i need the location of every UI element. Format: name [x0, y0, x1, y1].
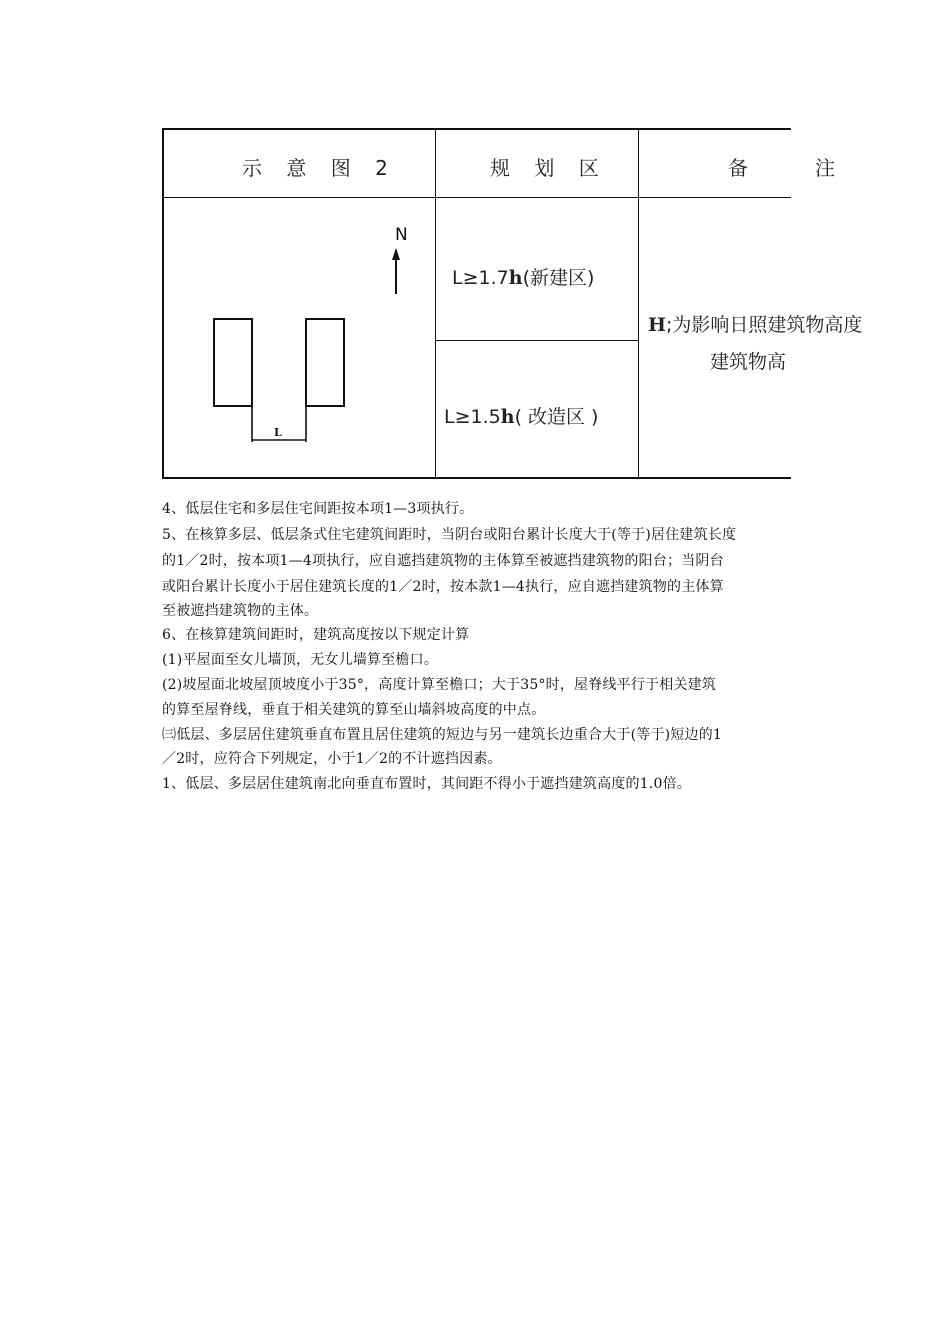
remark-line-2: 建筑物高 — [710, 351, 787, 373]
table-col-divider-2 — [638, 128, 639, 479]
paragraph-line: (1)平屋面至女儿墙顶，无女儿墙算至檐口。 — [162, 652, 439, 668]
building-left — [214, 319, 252, 406]
paragraph-line: 或阳台累计长度小于居住建筑长度的1／2时，按本款1—4执行，应自遮挡建筑物的主体算 — [162, 579, 724, 595]
building-layout-diagram — [162, 198, 435, 480]
header-planning-area: 规 划 区 — [490, 156, 608, 180]
header-remarks: 备 注 — [728, 156, 844, 180]
rule-reno-formula: L≥1.5 — [444, 406, 501, 428]
remark-var: H — [648, 314, 666, 336]
rule-new-formula: L≥1.7 — [452, 267, 509, 289]
distance-label: L — [274, 426, 282, 439]
table-row-divider — [435, 340, 639, 341]
header-diagram: 示 意 图 2 — [242, 156, 397, 180]
remark-text-1: ;为影响日照建筑物高度 — [665, 314, 863, 336]
paragraph-line: ㈢低层、多层居住建筑垂直布置且居住建筑的短边与另一建筑长边重合大于(等于)短边的1 — [162, 727, 723, 743]
paragraph-line: 的算至屋脊线，垂直于相关建筑的算至山墙斜坡高度的中点。 — [162, 702, 546, 718]
paragraph-line: (2)坡屋面北坡屋顶坡度小于35°，高度计算至檐口；大于35°时，屋脊线平行于相关建筑 — [162, 677, 717, 693]
rule-new-area — [452, 263, 594, 290]
rule-renovation-area — [444, 402, 598, 429]
paragraph-line: 5、在核算多层、低层条式住宅建筑间距时，当阴台或阳台累计长度大于(等于)居住建筑长度 — [162, 527, 737, 543]
paragraph-line: 1、低层、多层居住建筑南北向垂直布置时，其间距不得小于遮挡建筑高度的1.0倍。 — [162, 776, 691, 792]
building-right — [306, 319, 344, 406]
spacing-table — [162, 128, 863, 480]
paragraph-line: 4、低层住宅和多层住宅间距按本项1—3项执行。 — [162, 501, 474, 517]
rule-new-var: h — [508, 267, 523, 289]
paragraph-line: 至被遮挡建筑物的主体。 — [162, 603, 319, 619]
table-col-divider-1 — [435, 128, 436, 479]
paragraph-line: 6、在核算建筑间距时，建筑高度按以下规定计算 — [162, 627, 470, 643]
remark-line-1 — [648, 310, 862, 337]
paragraph-line: ／2时，应符合下列规定，小于1／2的不计遮挡因素。 — [162, 751, 502, 767]
rule-reno-var: h — [500, 406, 515, 428]
rule-reno-area-label: ( 改造区 ) — [514, 406, 599, 428]
north-arrow-icon — [392, 248, 400, 294]
north-label: N — [395, 225, 408, 245]
paragraph-line: 的1／2时，按本项1—4项执行，应自遮挡建筑物的主体算至被遮挡建筑物的阳台；当阴台 — [162, 553, 724, 569]
rule-new-area-label: (新建区) — [522, 267, 595, 289]
table-border-top — [162, 128, 791, 130]
